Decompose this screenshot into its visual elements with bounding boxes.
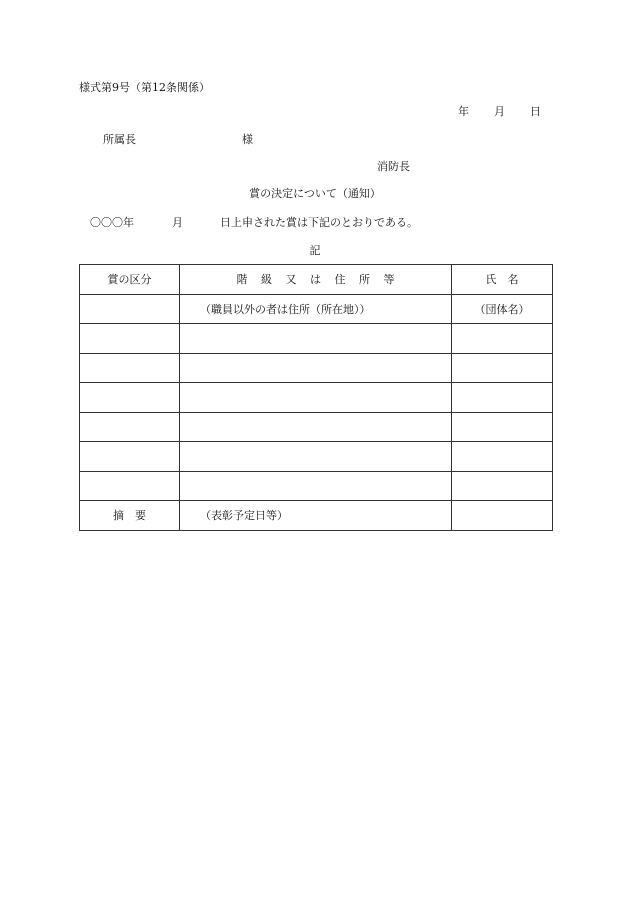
table-cell[interactable] bbox=[180, 471, 452, 501]
subheader-rank-address: （職員以外の者は住所（所在地）） bbox=[180, 294, 452, 324]
table-subheader-row bbox=[80, 294, 553, 324]
sender-title: 消防長 bbox=[377, 160, 410, 173]
table-row bbox=[80, 324, 553, 354]
subheader-category-cell bbox=[80, 294, 180, 324]
table-row bbox=[80, 383, 553, 413]
body-month: 月 bbox=[172, 216, 183, 229]
header-rank-address: 階 級 又 は 住 所 等 bbox=[180, 265, 452, 295]
table-row bbox=[80, 412, 553, 442]
table-cell[interactable] bbox=[452, 383, 553, 413]
document-title: 賞の決定について（通知） bbox=[249, 187, 381, 200]
table-cell[interactable] bbox=[80, 442, 180, 472]
table-cell[interactable] bbox=[452, 324, 553, 354]
table-row bbox=[80, 353, 553, 383]
table-cell[interactable] bbox=[452, 471, 553, 501]
header-name: 氏 名 bbox=[452, 265, 553, 295]
table-footer-row bbox=[80, 501, 553, 531]
table-cell[interactable] bbox=[80, 412, 180, 442]
footer-label: 摘 要 bbox=[80, 501, 180, 531]
award-table bbox=[79, 264, 553, 531]
table-cell[interactable] bbox=[452, 412, 553, 442]
table-cell[interactable] bbox=[180, 324, 452, 354]
date-day-label: 日 bbox=[530, 105, 541, 118]
table-cell[interactable] bbox=[80, 324, 180, 354]
table-cell[interactable] bbox=[180, 442, 452, 472]
table-header-row bbox=[80, 265, 553, 295]
table-cell[interactable] bbox=[180, 412, 452, 442]
footer-note: （表彰予定日等） bbox=[180, 501, 452, 531]
addressee-label: 所属長 bbox=[103, 133, 136, 146]
body-text: 日上申された賞は下記のとおりである。 bbox=[220, 216, 418, 229]
table-cell[interactable] bbox=[180, 383, 452, 413]
date-month-label: 月 bbox=[494, 105, 505, 118]
body-era: 〇〇〇年 bbox=[90, 216, 134, 229]
table-cell[interactable] bbox=[452, 353, 553, 383]
table-cell[interactable] bbox=[452, 442, 553, 472]
header-category: 賞の区分 bbox=[80, 265, 180, 295]
table-cell[interactable] bbox=[80, 471, 180, 501]
table-row bbox=[80, 442, 553, 472]
ki-heading: 記 bbox=[309, 244, 321, 257]
table-cell[interactable] bbox=[80, 353, 180, 383]
addressee-honorific: 様 bbox=[242, 133, 253, 146]
table-cell[interactable] bbox=[80, 383, 180, 413]
table-row bbox=[80, 471, 553, 501]
table-cell[interactable] bbox=[180, 353, 452, 383]
date-year-label: 年 bbox=[458, 105, 469, 118]
footer-empty-cell[interactable] bbox=[452, 501, 553, 531]
subheader-name: （団体名） bbox=[452, 294, 553, 324]
form-number: 様式第9号（第12条関係） bbox=[79, 81, 210, 94]
